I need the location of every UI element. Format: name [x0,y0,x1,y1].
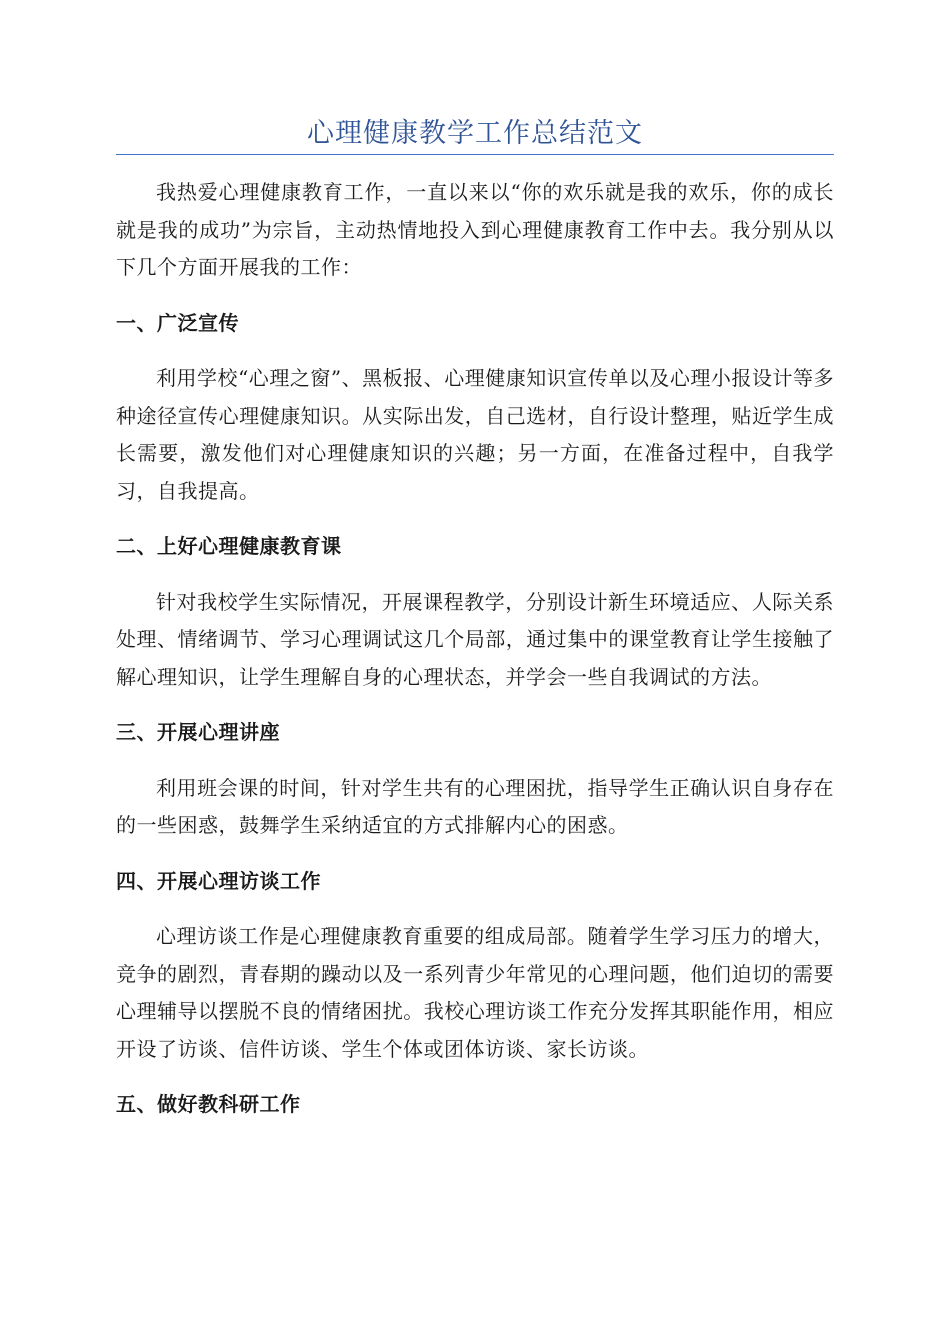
document-body [116,174,834,1142]
section-heading-classes: 二、上好心理健康教育课 [116,534,342,558]
section-paragraph-classes: 针对我校学生实际情况，开展课程教学，分别设计新生环境适应、人际关系处理、情绪调节、学习心理调试这几个局部，通过集中的课堂教育让学生接触了解心理知识，让学生理解自身的心理状态，并学会一些自我调试的方法。 [116,589,834,689]
document-title: 心理健康教学工作总结范文 [307,118,643,149]
section-paragraph-interviews: 心理访谈工作是心理健康教育重要的组成局部。随着学生学习压力的增大，竞争的剧烈，青春期的躁动以及一系列青少年常见的心理问题，他们迫切的需要心理辅导以摆脱不良的情绪困扰。我校心理访谈工作充分发挥其职能作用，相应开设了访谈、信件访谈、学生个体或团体访谈、家长访谈。 [116,924,834,1061]
section-heading-publicity: 一、广泛宣传 [116,310,239,335]
section-heading-interviews: 四、开展心理访谈工作 [116,868,321,893]
intro-paragraph: 我热爱心理健康教育工作，一直以来以“你的欢乐就是我的欢乐，你的成长就是我的成功”为宗旨，主动热情地投入到心理健康教育工作中去。我分别从以下几个方面开展我的工作： [116,180,834,279]
section-paragraph-lectures: 利用班会课的时间，针对学生共有的心理困扰，指导学生正确认识自身存在的一些困惑，鼓舞学生采纳适宜的方式排解内心的困惑。 [116,775,834,837]
section-heading-research: 五、做好教科研工作 [116,1092,301,1116]
title-underline [116,154,834,155]
section-heading-lectures: 三、开展心理讲座 [116,720,280,744]
section-paragraph-publicity: 利用学校“心理之窗”、黑板报、心理健康知识宣传单以及心理小报设计等多种途径宣传心理健康知识。从实际出发，自己选材，自行设计整理，贴近学生成长需要，激发他们对心理健康知识的兴趣；另一方面，在准备过程中，自我学习，自我提高。 [116,366,834,503]
